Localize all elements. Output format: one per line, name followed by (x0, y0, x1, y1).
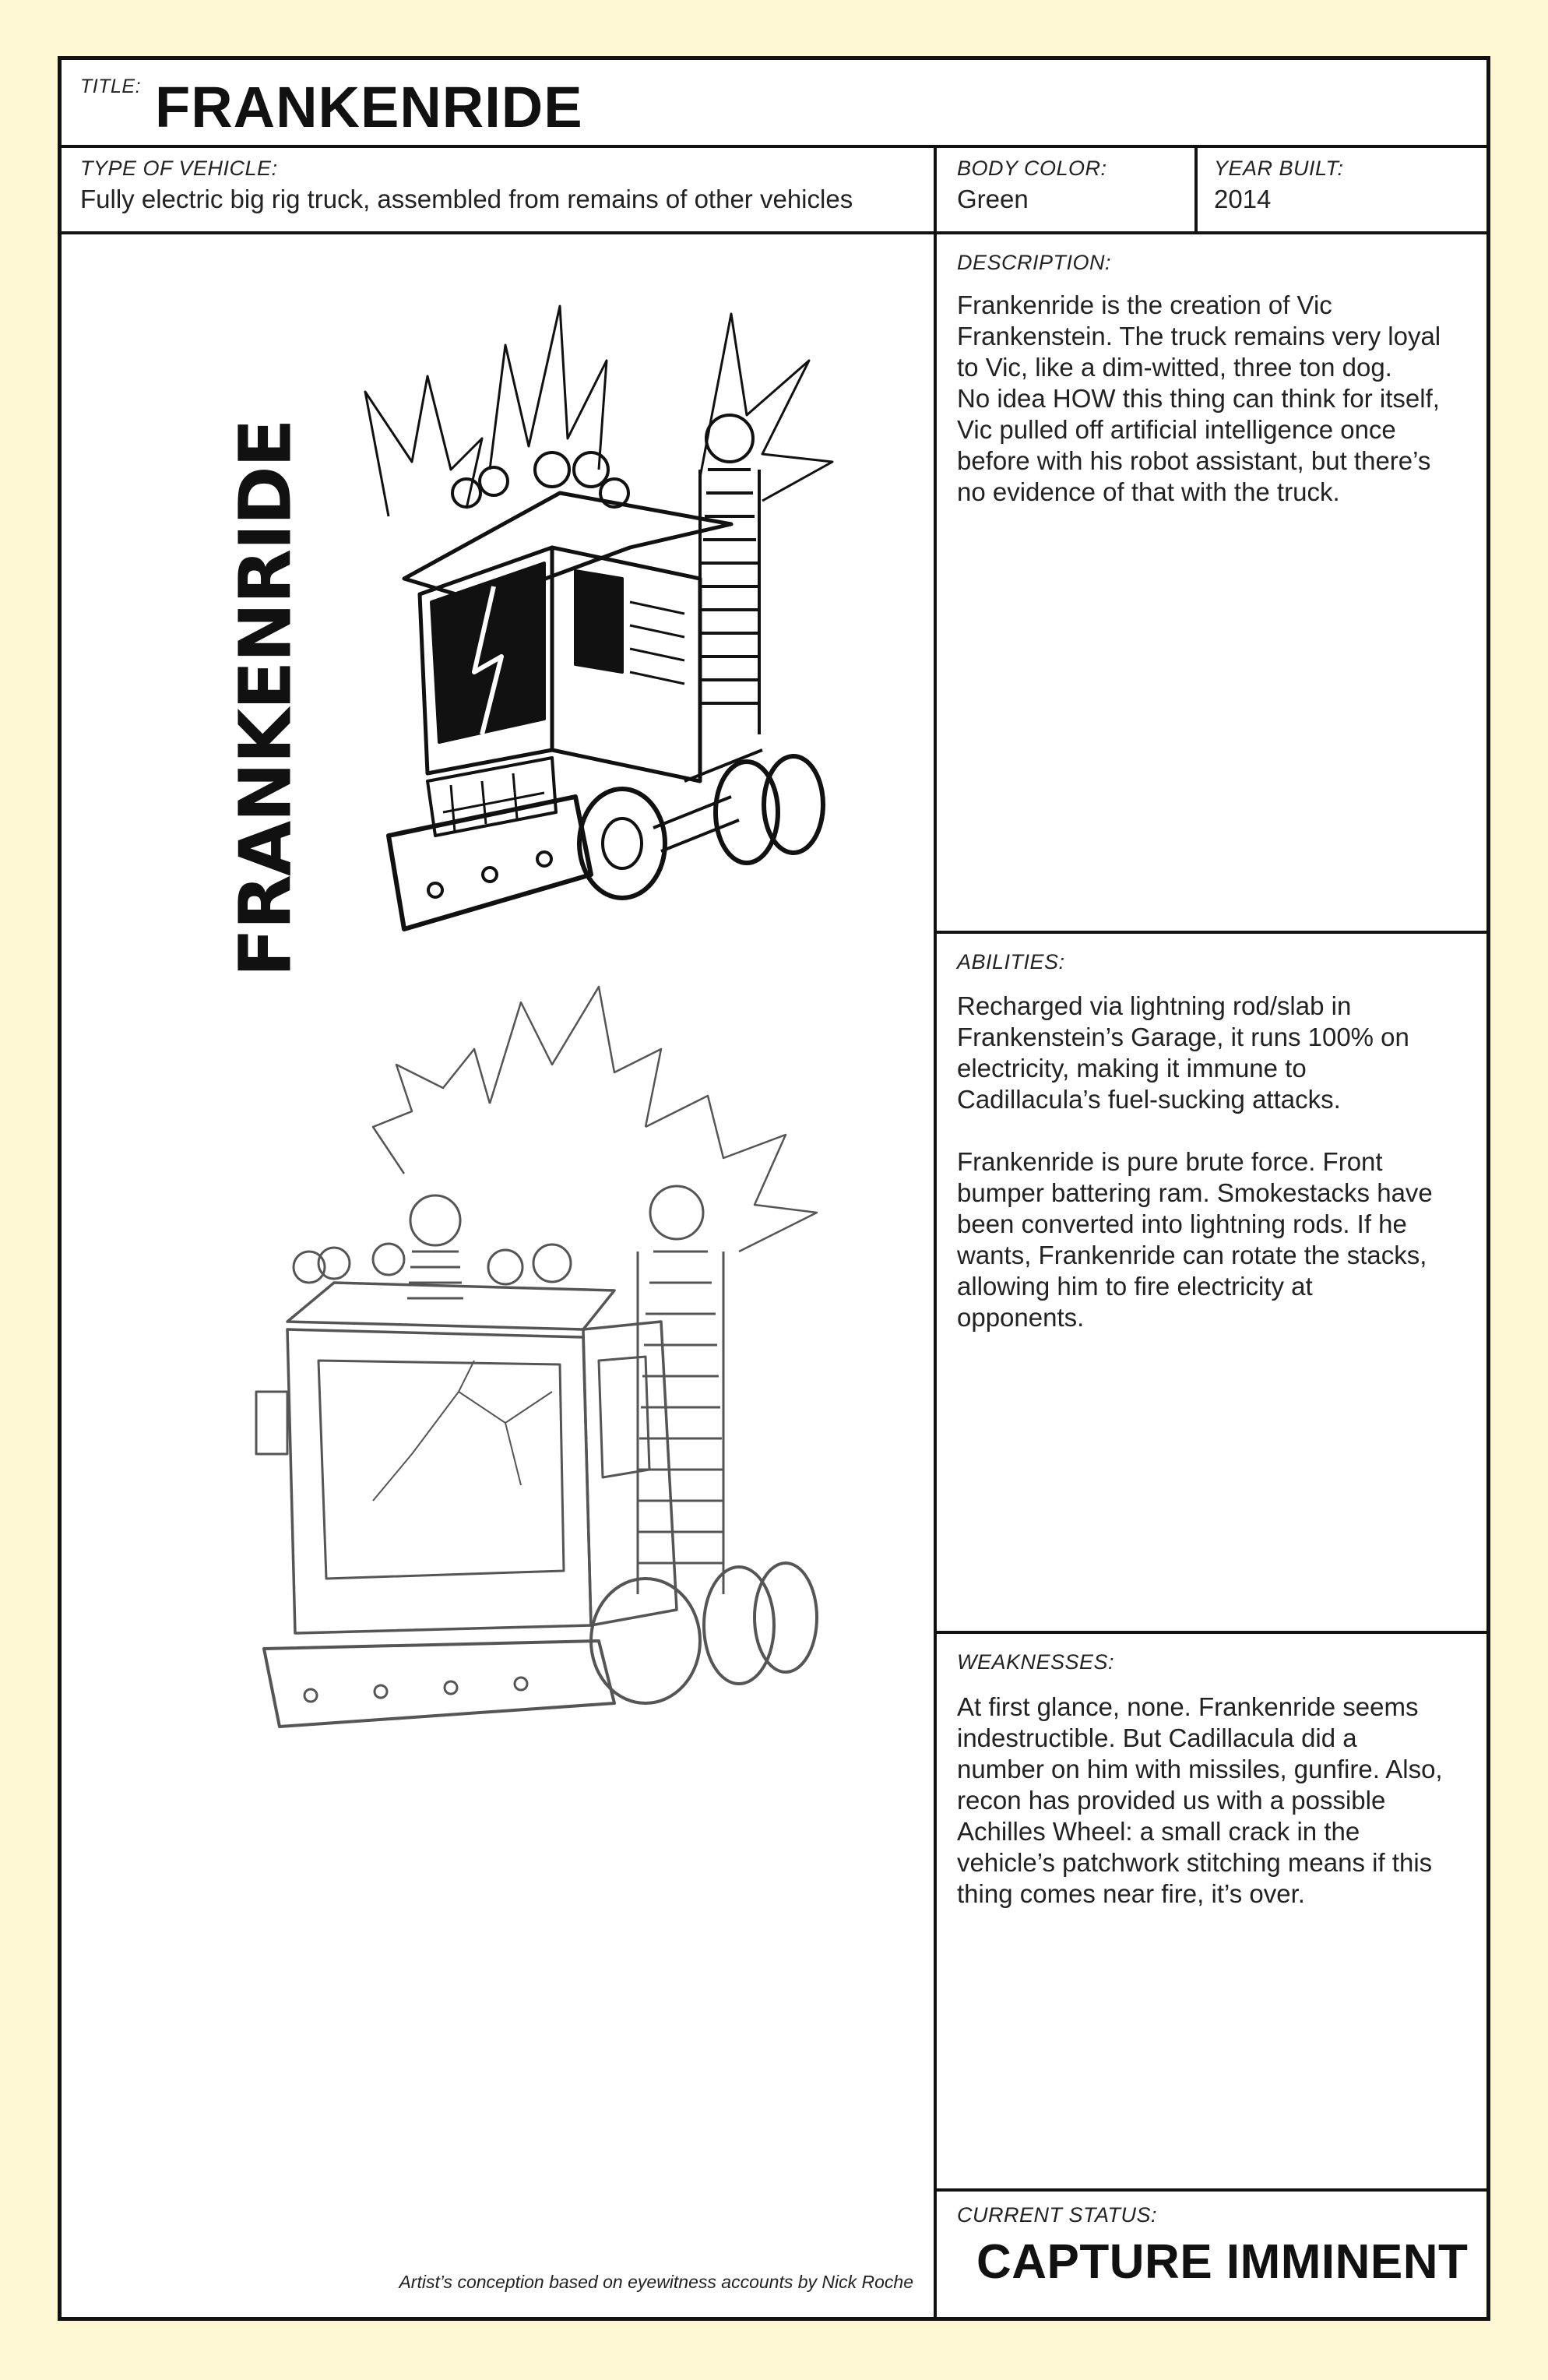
rear-wheel-2 (764, 756, 823, 853)
divider-abilities (934, 1631, 1486, 1634)
vehicle-profile-sheet (58, 56, 1490, 2321)
sketch-bolt-2 (375, 1685, 387, 1698)
abilities-text-1: Recharged via lightning rod/slab in Frankenstein’s Garage, it runs 100% on electricity, making it immune to Cadillacula’s fuel-sucking attacks. (957, 991, 1409, 1114)
sketch-bolt-1 (304, 1689, 317, 1702)
bumper-bolt-2 (483, 868, 497, 882)
sketch-coil-left (407, 1252, 463, 1298)
front-bumper (389, 797, 591, 929)
description-text: Frankenride is the creation of Vic Frankenstein. The truck remains very loyal to Vic, like a dim-witted, three ton dog. No idea HOW this thing can think for itself, Vic pulled off artificial intelligence once before with his robot assistant, but there’s no evidence of that with the truck. (957, 290, 1441, 506)
artist-caption: Artist’s conception based on eyewitness accounts by Nick Roche (399, 2272, 913, 2292)
sketch-front-wheel (591, 1579, 700, 1703)
vehicle-type-label: TYPE OF VEHICLE: (80, 157, 278, 180)
side-vents (630, 602, 684, 684)
roof-lamp-3 (535, 452, 569, 487)
smokestack-coil (700, 470, 759, 734)
year-built-value: 2014 (1214, 185, 1272, 213)
abilities-label: ABILITIES: (957, 950, 1065, 973)
sketch-mirror (256, 1392, 287, 1454)
sketch-rear-wheel-1 (704, 1567, 774, 1684)
abilities-text-2: Frankenride is pure brute force. Front bumper battering ram. Smokestacks have been converted into lightning rods. If he wants, Frankenride can rotate the stacks, allowing him to fire electricity at opponents. (957, 1147, 1433, 1332)
year-built-label: YEAR BUILT: (1214, 157, 1344, 180)
sketch-lamp-4 (488, 1250, 522, 1284)
truck-inked-illustration (295, 236, 871, 937)
weaknesses-label: WEAKNESSES: (957, 1650, 1115, 1674)
side-door (575, 571, 622, 672)
sketch-lightning-center (490, 987, 661, 1127)
spark-left (365, 376, 482, 516)
sketch-coil-stack (638, 1252, 723, 1594)
status-label: CURRENT STATUS: (957, 2203, 1157, 2227)
roof-lamp-2 (480, 467, 508, 495)
body-color-label: BODY COLOR: (957, 157, 1107, 180)
roof-lamp-1 (452, 479, 480, 507)
title-label: TITLE: (80, 76, 142, 97)
description-label: DESCRIPTION: (957, 251, 1112, 274)
axle-pistons (653, 750, 762, 851)
sketch-lightning-left (373, 1049, 490, 1174)
sketch-side-window (599, 1357, 649, 1477)
sketch-bolt-4 (515, 1678, 527, 1690)
cab-roof (404, 493, 731, 602)
spark-center (490, 306, 607, 470)
sketch-rear-wheel-2 (755, 1563, 817, 1672)
divider-header (62, 231, 1486, 234)
spark-right (700, 314, 832, 501)
bumper-bolt-1 (428, 883, 442, 897)
truck-pencil-sketch (178, 956, 879, 1797)
body-color-value: Green (957, 185, 1029, 213)
sketch-lamp-5 (533, 1245, 571, 1282)
sketch-windshield-crack (373, 1361, 552, 1501)
status-value: CAPTURE IMMINENT (976, 2235, 1469, 2289)
bumper-bolt-3 (537, 852, 551, 866)
front-wheel-hub (603, 819, 642, 868)
vehicle-type-value: Fully electric big rig truck, assembled from remains of other vehicles (80, 185, 853, 213)
divider-weaknesses (934, 2188, 1486, 2192)
front-wheel (579, 789, 665, 898)
sketch-cab-front (287, 1329, 591, 1633)
divider-color-year (1194, 145, 1198, 233)
rod-ball-right (706, 415, 753, 462)
sketch-windshield (318, 1361, 564, 1579)
sketch-cab-roof (287, 1283, 614, 1329)
roof-lamp-4 (574, 452, 608, 487)
frankenride-logo: FRANKENRIDE (223, 420, 308, 977)
sketch-lightning-right (646, 1096, 817, 1252)
sketch-bumper (264, 1641, 614, 1727)
divider-main-column (934, 145, 937, 2318)
sketch-bolt-3 (445, 1681, 457, 1694)
sketch-globe-left (410, 1195, 460, 1245)
page-title: FRANKENRIDE (155, 75, 583, 139)
weaknesses-text: At first glance, none. Frankenride seems indestructible. But Cadillacula did a number on him with missiles, gunfire. Also, recon has provided us with a possible Achilles Wheel: a small crack in the vehicle’s patchwork stitching means if this thing comes near fire, it’s over. (957, 1692, 1443, 1908)
sketch-lamp-3 (373, 1244, 404, 1275)
sketch-globe-right (650, 1186, 703, 1239)
divider-title (62, 145, 1486, 148)
divider-description (934, 931, 1486, 934)
